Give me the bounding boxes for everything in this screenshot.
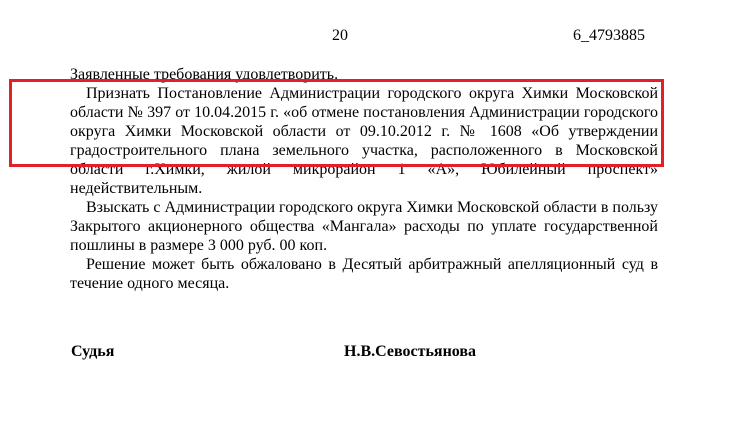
judge-label: Судья [71,343,115,360]
paragraph-recover-costs: Взыскать с Администрации городского округа Химки Московской области в пользу Закрытого акционерного общества «Мангала» расходы по уплате государственной пошлины в размере 3 000 руб. 00 коп. [70,199,658,254]
paragraph-appeal: Решение может быть обжаловано в Десятый арбитражный апелляционный суд в течение одного месяца. [70,256,658,292]
page-number: 20 [332,27,348,44]
document-id: 6_4793885 [573,27,645,44]
document-body [70,65,658,293]
paragraph-claims-granted: Заявленные требования удовлетворить. [70,66,339,83]
judge-name: Н.В.Севостьянова [344,343,477,360]
paragraph-invalidate-resolution: Признать Постановление Администрации городского округа Химки Московской области № 397 от 10.04.2015 г. «об отмене постановления Администрации городского округа Химки Московской области от 09.10.2012 г. № 1608 «Об утверждении градостроительного плана земельного участка, расположенного в Московской области г.Химки, жилой микрорайон 1 «А», Юбилейный проспект» недействительным. [70,85,658,197]
